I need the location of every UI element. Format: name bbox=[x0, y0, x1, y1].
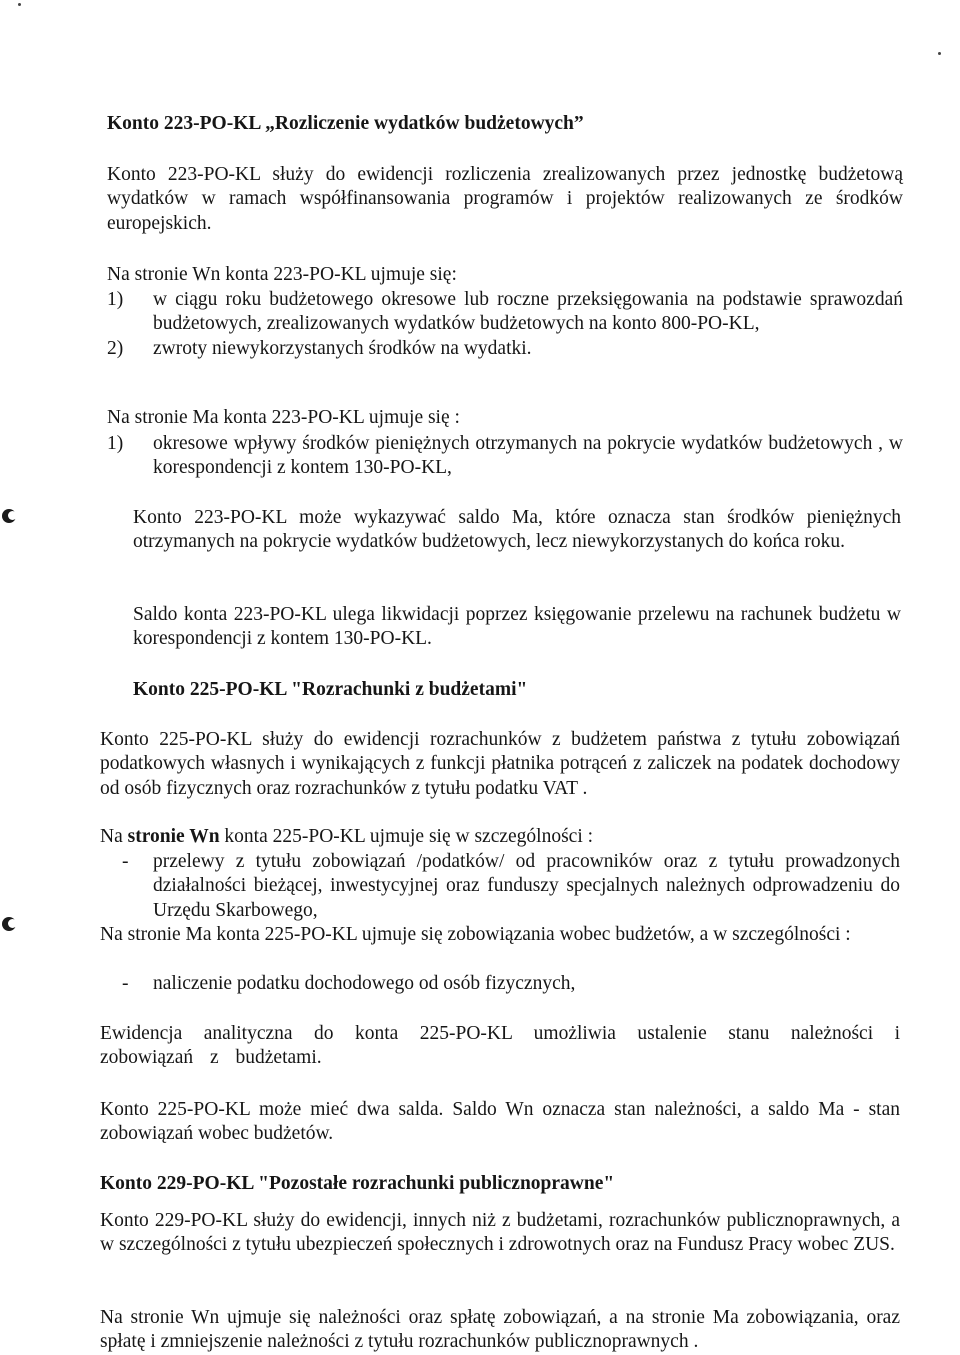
paragraph: Saldo konta 223-PO-KL ulega likwidacji poprzez księgowanie przelewu na rachunek budżetu w korespondencji z kontem 130-PO-KL. bbox=[133, 604, 901, 650]
paragraph: Konto 229-PO-KL służy do ewidencji, innych niż z budżetami, rozrachunków publicznoprawnych, a w szczególności z tytułu ubezpieczeń społecznych i zdrowotnych oraz na Fundusz Pracy wobec ZUS. bbox=[100, 1210, 900, 1256]
wn-dash-list bbox=[100, 850, 900, 923]
wn-intro-bold: stronie Wn bbox=[127, 826, 220, 847]
wn-list bbox=[107, 288, 903, 361]
scan-speck bbox=[18, 3, 21, 6]
wn-intro: Na stronie Wn konta 223-PO-KL ujmuje się: bbox=[107, 264, 457, 285]
list-number: 1) bbox=[107, 433, 124, 454]
list-item bbox=[107, 432, 903, 481]
ma-intro: Na stronie Ma konta 225-PO-KL ujmuje się zobowiązania wobec budżetów, a w szczególności : bbox=[100, 924, 851, 945]
paragraph: Ewidencja analityczna do konta 225-PO-KL umożliwia ustalenie stanu należności i zobowiązań z budżetami. bbox=[100, 1023, 900, 1069]
list-item-text: okresowe wpływy środków pieniężnych otrzymanych na pokrycie wydatków budżetowych , w korespondencji z kontem 130-PO-KL, bbox=[153, 433, 903, 479]
section-heading: Konto 223-PO-KL „Rozliczenie wydatków budżetowych” bbox=[107, 113, 584, 134]
paragraph: Konto 225-PO-KL służy do ewidencji rozrachunków z budżetem państwa z tytułu zobowiązań podatkowych własnych i wynikających z funkcji płatnika potrąceń z zaliczek na podatek dochodowy od osób fizycznych oraz rozrachunków z tytułu podatku VAT . bbox=[100, 729, 900, 799]
list-item-text: przelewy z tytułu zobowiązań /podatków/ od pracowników oraz z tytułu prowadzonych działalności bieżącej, inwestycyjnej oraz funduszy specjalnych należnych odprowadzeniu do Urzędu Skarbowego, bbox=[153, 851, 900, 921]
section-heading: Konto 225-PO-KL "Rozrachunki z budżetami" bbox=[133, 679, 528, 700]
list-dash: - bbox=[122, 973, 129, 994]
punch-hole-mark bbox=[2, 509, 16, 523]
list-item-text: naliczenie podatku dochodowego od osób fizycznych, bbox=[153, 973, 576, 994]
wn-intro bbox=[100, 825, 900, 849]
list-item bbox=[100, 972, 900, 996]
paragraph: Konto 223-PO-KL może wykazywać saldo Ma, które oznacza stan środków pieniężnych otrzymanych na pokrycie wydatków budżetowych, lecz niewykorzystanych do końca roku. bbox=[133, 507, 901, 553]
paragraph: Na stronie Wn ujmuje się należności oraz spłatę zobowiązań, a na stronie Ma zobowiązania, oraz spłatę i zmniejszenie należności z tytułu rozrachunków publicznoprawnych . bbox=[100, 1307, 900, 1353]
list-item-text: zwroty niewykorzystanych środków na wydatki. bbox=[153, 337, 532, 359]
wn-intro-prefix: Na bbox=[100, 826, 123, 847]
list-item bbox=[107, 288, 903, 337]
wn-intro-suffix: konta 225-PO-KL ujmuje się w szczególności : bbox=[224, 826, 594, 847]
paragraph: Konto 223-PO-KL służy do ewidencji rozliczenia zrealizowanych przez jednostkę budżetową wydatków w ramach współfinansowania programów i projektów realizowanych ze środków europejskich. bbox=[107, 164, 903, 234]
list-item bbox=[100, 850, 900, 923]
section-heading: Konto 229-PO-KL "Pozostałe rozrachunki publicznoprawne" bbox=[100, 1173, 615, 1194]
scan-speck bbox=[938, 52, 941, 55]
list-dash: - bbox=[122, 851, 129, 872]
ma-intro: Na stronie Ma konta 223-PO-KL ujmuje się : bbox=[107, 407, 460, 428]
ma-dash-list bbox=[100, 972, 900, 996]
list-number: 1) bbox=[107, 289, 124, 310]
list-item bbox=[107, 337, 903, 361]
list-item-text: w ciągu roku budżetowego okresowe lub roczne przeksięgowania na podstawie sprawozdań budżetowych, zrealizowanych wydatków budżetowych na konto 800-PO-KL, bbox=[153, 289, 903, 335]
ma-list bbox=[107, 432, 903, 481]
paragraph: Konto 225-PO-KL może mieć dwa salda. Saldo Wn oznacza stan należności, a saldo Ma - stan zobowiązań wobec budżetów. bbox=[100, 1099, 900, 1145]
punch-hole-mark bbox=[2, 917, 16, 931]
list-number: 2) bbox=[107, 337, 124, 359]
